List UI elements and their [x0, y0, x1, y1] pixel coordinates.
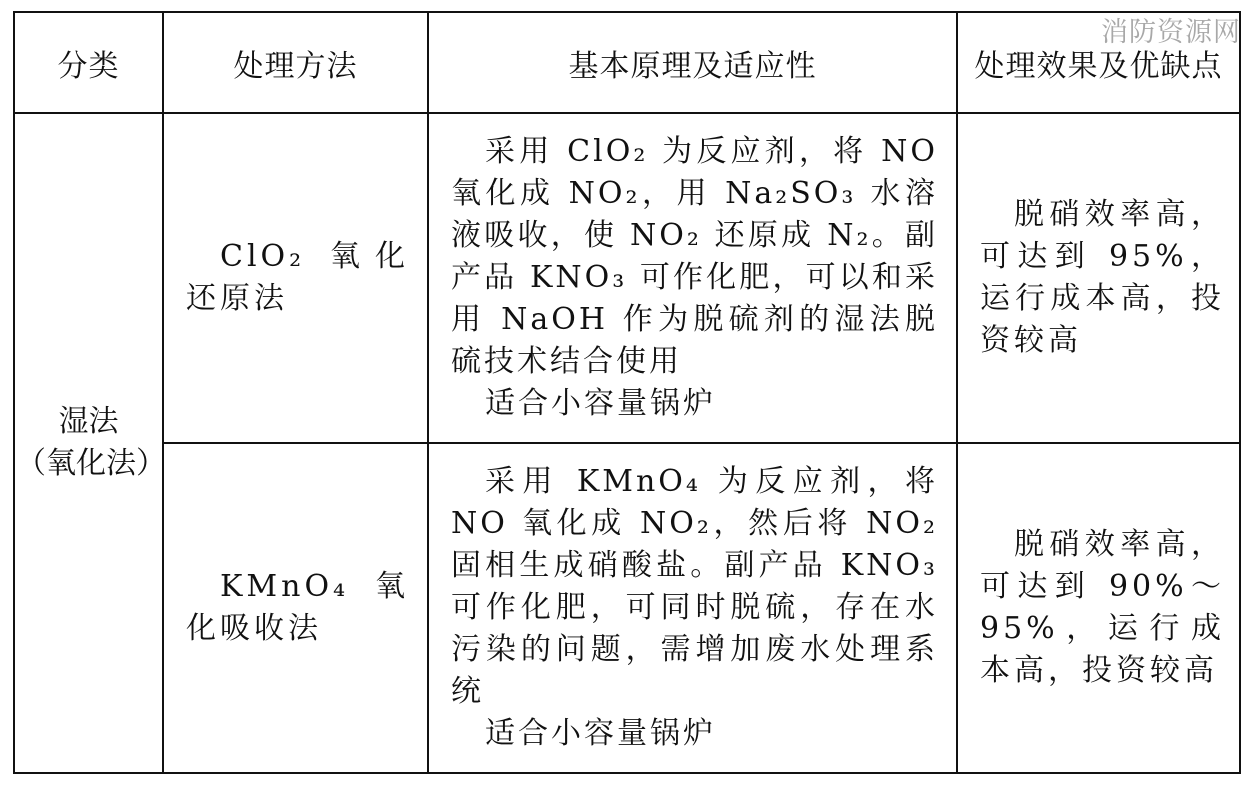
header-category: 分类 [14, 12, 163, 113]
header-method: 处理方法 [163, 12, 428, 113]
category-cell [14, 113, 166, 773]
method-cell [163, 443, 428, 773]
header-row [14, 12, 1240, 113]
process-table [13, 11, 1241, 774]
principle-text: 采用 ClO₂ 为反应剂，将 NO 氧化成 NO₂，用 Na₂SO₃ 水溶液吸收，使 NO₂ 还原成 N₂。副产品 KNO₃ 可作化肥，可以和采用 NaOH 作为脱硫剂的湿法脱硫技术结合使用 [451, 134, 938, 379]
suitability-text: 适合小容量锅炉 [485, 386, 716, 421]
method-cell [163, 113, 428, 443]
method-name: ClO₂ 氧化还原法 [186, 239, 409, 316]
effect-text: 脱硝效率高，可达到 95%，运行成本高，投资较高 [980, 197, 1225, 358]
suitability-text: 适合小容量锅炉 [485, 716, 716, 751]
method-name: KMnO₄ 氧化吸收法 [186, 569, 409, 646]
principle-cell [428, 443, 957, 773]
table-row [14, 113, 1240, 443]
category-sublabel: （氧化法） [16, 446, 166, 481]
principle-text: 采用 KMnO₄ 为反应剂，将 NO 氧化成 NO₂，然后将 NO₂ 固相生成硝酸盐。副产品 KNO₃ 可作化肥，可同时脱硫，存在水污染的问题，需增加废水处理系统 [451, 464, 938, 709]
header-principle: 基本原理及适应性 [428, 12, 957, 113]
effect-cell [957, 443, 1240, 773]
principle-cell [428, 113, 957, 443]
category-label: 湿法 [58, 404, 119, 439]
watermark: 消防资源网 [1101, 17, 1241, 48]
effect-text: 脱硝效率高，可达到 90%～95%，运行成本高，投资较高 [980, 527, 1225, 688]
table-row [14, 443, 1240, 773]
effect-cell [957, 113, 1240, 443]
header-effect: 处理效果及优缺点 [957, 12, 1240, 113]
